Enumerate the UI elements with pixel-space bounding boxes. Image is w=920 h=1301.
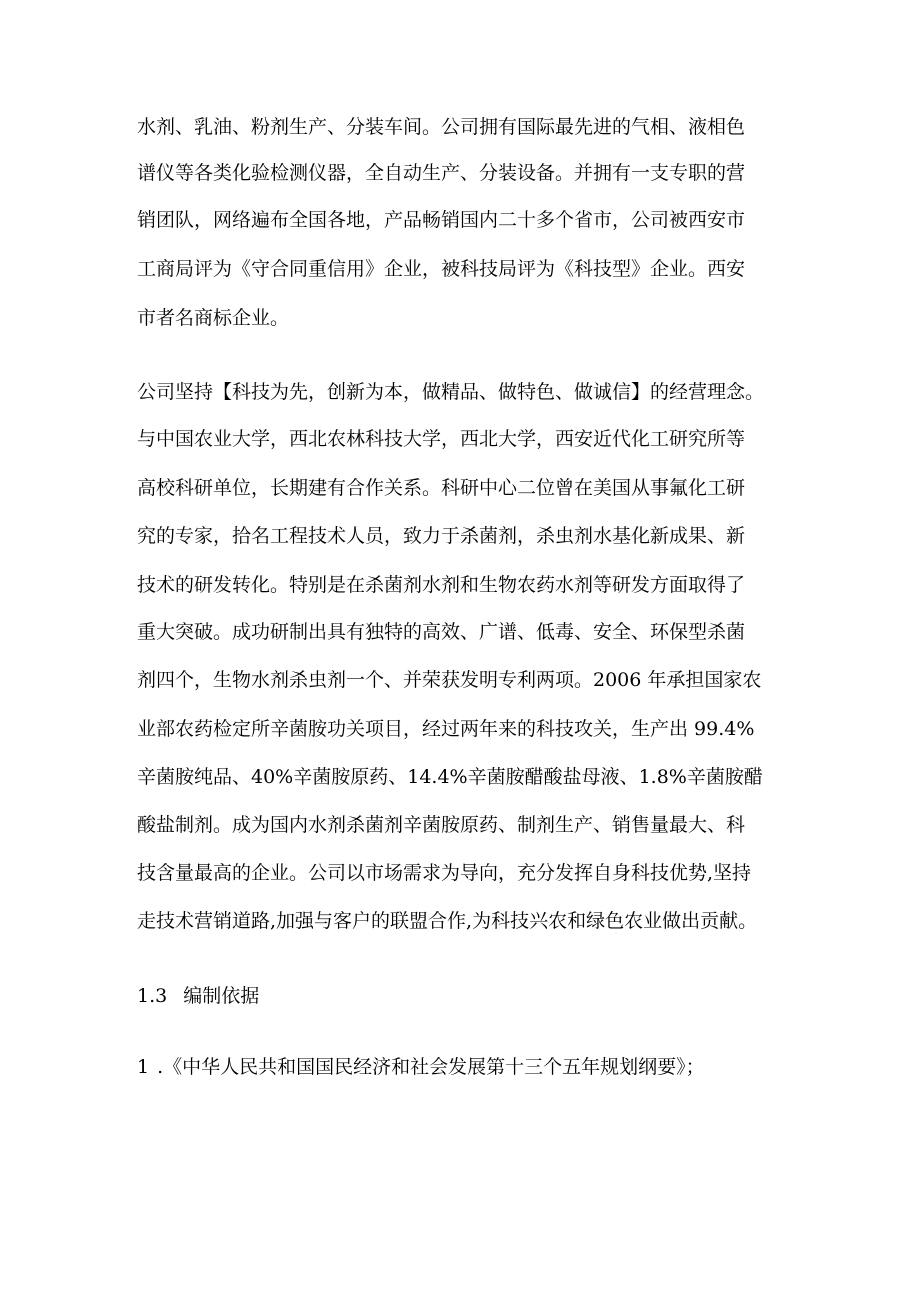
- paragraph-2-line-1: 公司坚持【科技为先，创新为本，做精品、做特色、做诚信】的经营理念。: [137, 381, 765, 403]
- paragraph-2-line-3: 高校科研单位，长期建有合作关系。科研中心二位曾在美国从事氟化工研: [137, 477, 746, 499]
- paragraph-1-line-1: 水剂、乳油、粉剂生产、分装车间。公司拥有国际最先进的气相、液相色: [137, 116, 746, 138]
- paragraph-2-line-10: 酸盐制剂。成为国内水剂杀菌剂辛菌胺原药、制剂生产、销售量最大、科: [137, 814, 746, 836]
- paragraph-1-line-3: 销团队，网络遍布全国各地，产品畅销国内二十多个省市，公司被西安市: [137, 209, 746, 231]
- list-item: [137, 1055, 705, 1079]
- paragraph-1-line-2: 谱仪等各类化验检测仪器，全自动生产、分装设备。并拥有一支专职的营: [137, 162, 746, 184]
- section-number: 1.3: [137, 985, 168, 1007]
- paragraph-1-line-5: 市者名商标企业。: [137, 307, 290, 329]
- section-title: 编制依据: [183, 985, 260, 1007]
- paragraph-1-line-4: 工商局评为《守合同重信用》企业，被科技局评为《科技型》企业。西安: [137, 258, 746, 280]
- paragraph-2-line-8: 业部农药检定所辛菌胺功关项目，经过两年来的科技攻关，生产出 99.4%: [137, 718, 755, 740]
- paragraph-2-line-7: 剂四个，生物水剂杀虫剂一个、并荣获发明专利两项。2006 年承担国家农: [137, 669, 762, 691]
- paragraph-2-line-12: 走技术营销道路,加强与客户的联盟合作,为科技兴农和绿色农业做出贡献。: [137, 910, 758, 932]
- paragraph-2-line-6: 重大突破。成功研制出具有独特的高效、广谱、低毒、安全、环保型杀菌: [137, 621, 746, 643]
- paragraph-2-line-9: 辛菌胺纯品、40%辛菌胺原药、14.4%辛菌胺醋酸盐母液、1.8%辛菌胺醋: [137, 766, 763, 788]
- list-item-number: 1: [137, 1056, 150, 1078]
- paragraph-2-line-11: 技含量最高的企业。公司以市场需求为导向，充分发挥自身科技优势,坚持: [137, 862, 752, 884]
- section-heading: [137, 984, 259, 1008]
- paragraph-2-line-5: 技术的研发转化。特别是在杀菌剂水剂和生物农药水剂等研发方面取得了: [137, 574, 746, 596]
- list-item-text: .《中华人民共和国国民经济和社会发展第十三个五年规划纲要》；: [157, 1056, 705, 1078]
- paragraph-2-line-2: 与中国农业大学，西北农林科技大学，西北大学，西安近代化工研究所等: [137, 428, 746, 450]
- paragraph-2-line-4: 究的专家，拾名工程技术人员，致力于杀菌剂，杀虫剂水基化新成果、新: [137, 525, 746, 547]
